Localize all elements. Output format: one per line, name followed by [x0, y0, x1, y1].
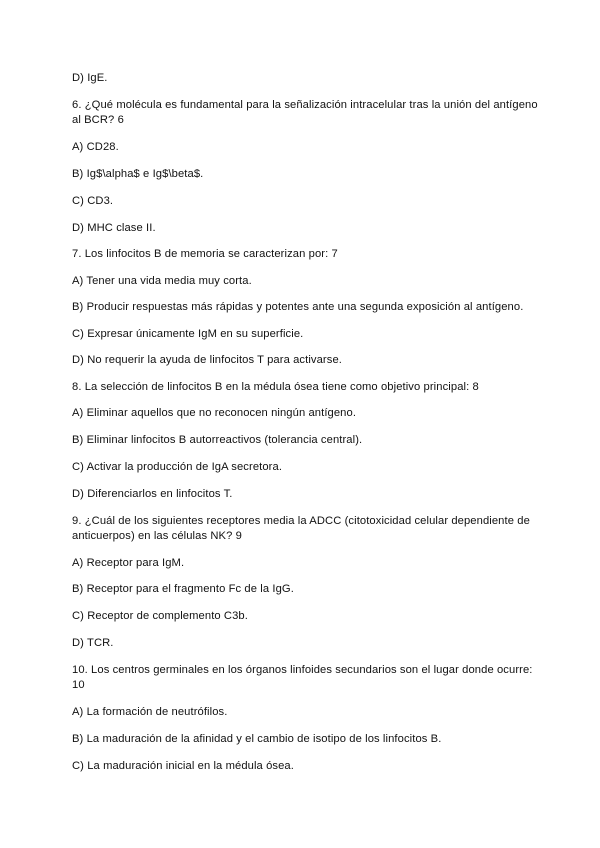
option-b-q8: B) Eliminar linfocitos B autorreactivos (tolerancia central).: [72, 434, 363, 446]
option-b-q9: B) Receptor para el fragmento Fc de la IgG.: [72, 583, 294, 595]
question-10-line-1: 10. Los centros germinales en los órganos linfoides secundarios son el lugar donde ocurre:: [72, 664, 533, 676]
option-c-q9: C) Receptor de complemento C3b.: [72, 610, 248, 622]
option-d-q8: D) Diferenciarlos en linfocitos T.: [72, 488, 233, 500]
option-b-q10: B) La maduración de la afinidad y el cambio de isotipo de los linfocitos B.: [72, 733, 442, 745]
question-9-line-1: 9. ¿Cuál de los siguientes receptores media la ADCC (citotoxicidad celular dependiente de: [72, 515, 530, 527]
option-a-q9: A) Receptor para IgM.: [72, 557, 185, 569]
option-b-q6: B) Ig$\alpha$ e Ig$\beta$.: [72, 168, 204, 180]
option-c-q8: C) Activar la producción de IgA secretora.: [72, 461, 283, 473]
option-b-q7: B) Producir respuestas más rápidas y potentes ante una segunda exposición al antígeno.: [72, 301, 524, 313]
option-a-q10: A) La formación de neutrófilos.: [72, 706, 228, 718]
option-c-q6: C) CD3.: [72, 195, 114, 207]
option-a-q6: A) CD28.: [72, 141, 119, 153]
option-a-q8: A) Eliminar aquellos que no reconocen ningún antígeno.: [72, 407, 357, 419]
option-c-q10: C) La maduración inicial en la médula ósea.: [72, 760, 294, 772]
question-9-line-2: anticuerpos) en las células NK? 9: [72, 530, 242, 542]
option-d-q7: D) No requerir la ayuda de linfocitos T para activarse.: [72, 354, 342, 366]
option-a-q7: A) Tener una vida media muy corta.: [72, 275, 252, 287]
option-d-q5: D) IgE.: [72, 72, 108, 84]
question-10-line-2: 10: [72, 679, 85, 691]
question-6-line-1: 6. ¿Qué molécula es fundamental para la señalización intracelular tras la unión del antígeno: [72, 99, 538, 111]
option-c-q7: C) Expresar únicamente IgM en su superficie.: [72, 328, 304, 340]
question-7: 7. Los linfocitos B de memoria se caracterizan por: 7: [72, 248, 338, 260]
option-d-q6: D) MHC clase II.: [72, 222, 156, 234]
option-d-q9: D) TCR.: [72, 637, 114, 649]
question-8: 8. La selección de linfocitos B en la médula ósea tiene como objetivo principal: 8: [72, 381, 479, 393]
question-6-line-2: al BCR? 6: [72, 114, 124, 126]
